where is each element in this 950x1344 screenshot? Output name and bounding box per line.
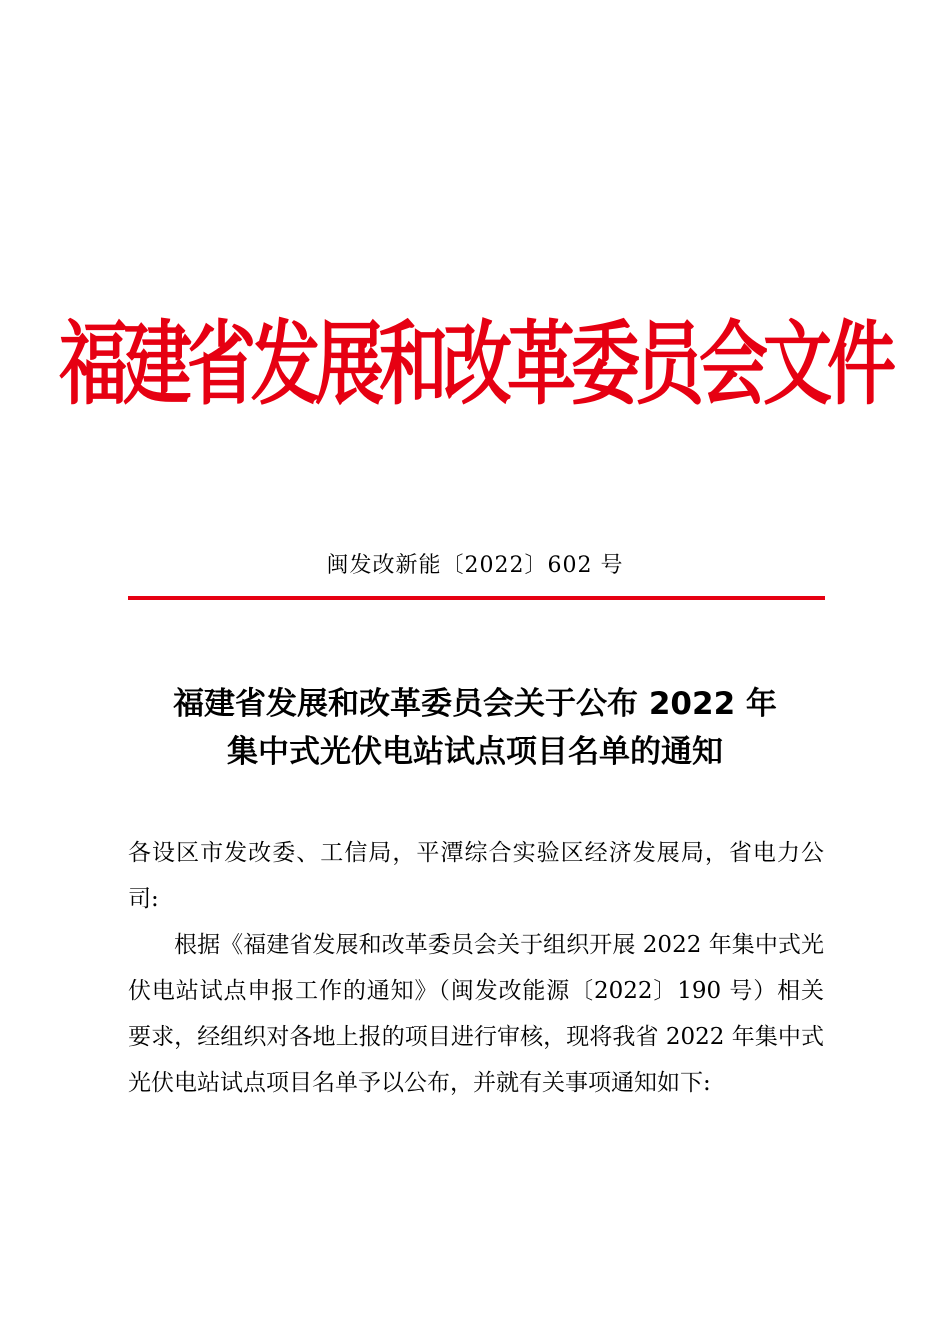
notice-title-line-1: 福建省发展和改革委员会关于公布 2022 年 bbox=[173, 686, 777, 722]
notice-body bbox=[128, 830, 824, 1106]
masthead-title: 福建省发展和改革委员会文件 bbox=[59, 310, 891, 418]
salutation: 各设区市发改委、工信局，平潭综合实验区经济发展局，省电力公司: bbox=[128, 840, 824, 912]
notice-title-line-2: 集中式光伏电站试点项目名单的通知 bbox=[227, 734, 723, 770]
document-number: 闽发改新能〔2022〕602 号 bbox=[326, 553, 624, 578]
body-paragraph-1: 根据《福建省发展和改革委员会关于组织开展 2022 年集中式光伏电站试点申报工作的通知》（闽发改能源〔2022〕190 号）相关要求，经组织对各地上报的项目进行审核，现将我省 2022 年集中式光伏电站试点项目名单予以公布，并就有关事项通知如下: bbox=[128, 932, 824, 1096]
red-divider-line bbox=[128, 596, 825, 600]
notice-title bbox=[0, 680, 950, 776]
